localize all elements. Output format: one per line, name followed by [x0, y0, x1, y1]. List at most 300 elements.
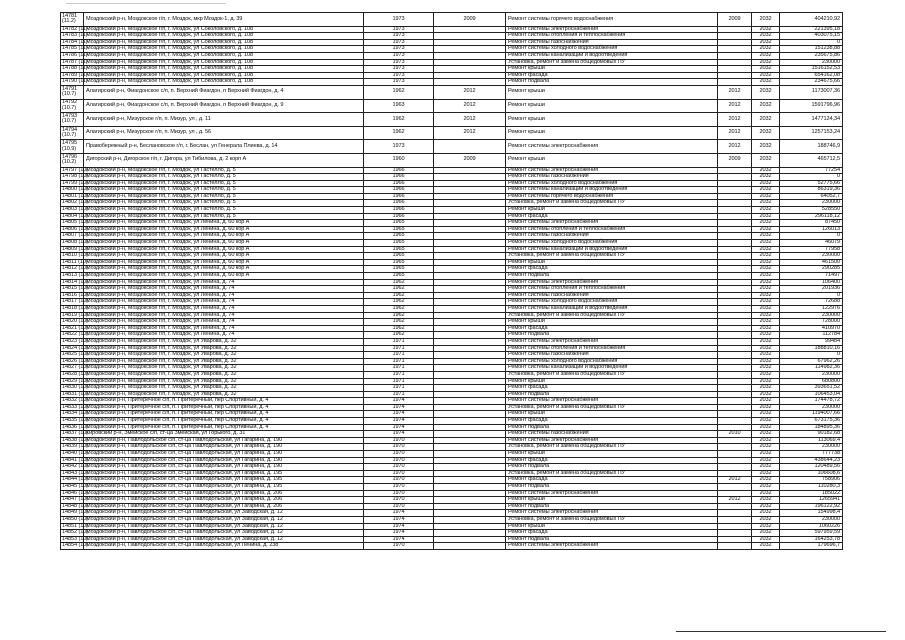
cost-cell: 188746,9 [780, 140, 843, 154]
prior-year-cell [718, 325, 752, 332]
year-built-cell: 1971 [364, 338, 434, 345]
address-cell: Моздокский р-н, Моздокское г/п, г. Моздок, ул Ленина, д. 60 кор А [84, 273, 364, 280]
row-id-cell: 14853 (10) [62, 535, 89, 542]
planned-year-cell: 2032 [752, 233, 780, 240]
prior-year-cell [718, 352, 752, 359]
last-repair-year-cell [434, 259, 506, 266]
address-cell: Дигорский р-н, Дигорское г/п, г. Дигора, ул Тибилова, д. 2 корп А [84, 153, 364, 167]
last-repair-year-cell [434, 233, 506, 240]
work-type-cell: Ремонт системы отопления и теплоснабжения [506, 286, 718, 293]
address-cell: Моздокский р-н, Моздокское г/п, г. Моздок, ул Ленина, д. 60 кор А [84, 226, 364, 233]
work-type-cell: Ремонт крыши [506, 66, 718, 73]
row-id-cell: 14845 (10) [62, 483, 89, 489]
row-id-text: 14794 (10.7) [62, 126, 78, 139]
planned-year-cell: 2032 [752, 437, 780, 444]
cost-cell: 185022 [780, 490, 843, 497]
last-repair-year-cell: 2012 [434, 126, 506, 140]
last-repair-year-cell [434, 385, 506, 392]
work-type-cell: Ремонт подвала [506, 332, 718, 339]
address-cell: Моздокский р-н, Павлодольское с/п, ст-ца Павлодольская, ул Гагарина, д. 195 [84, 470, 364, 477]
year-built-cell: 1971 [364, 378, 434, 385]
row-id-text: 14795 (10.9) [62, 140, 78, 152]
year-built-cell: 1962 [364, 319, 434, 326]
row-id-cell: 14783 (11) [62, 32, 88, 39]
prior-year-cell [718, 378, 752, 385]
work-type-cell: Ремонт системы канализации и водоотведения [506, 365, 718, 372]
row-id-cell: 14808 (10) [62, 239, 89, 246]
work-type-cell: Ремонт фасада [506, 418, 718, 425]
cost-cell: 106453,04 [780, 391, 843, 398]
work-type-cell: Ремонт системы канализации и водоотведения [506, 187, 718, 194]
table-row [61, 140, 843, 154]
work-type-cell: Ремонт системы электроснабжения [506, 490, 718, 497]
planned-year-cell: 2032 [752, 253, 780, 260]
year-built-cell: 1973 [364, 72, 434, 79]
prior-year-cell [718, 72, 752, 79]
row-id-cell: 14828 (10) [62, 370, 89, 377]
address-cell: Моздокский р-н, Притеречное с/п, п. Притеречный, пер Спортивный, д. 4 [84, 398, 364, 405]
work-type-cell: Ремонт системы канализации и водоотведения [506, 246, 718, 253]
work-type-cell: Ремонт системы электроснабжения [506, 543, 718, 550]
year-built-cell: 1974 [364, 523, 434, 530]
work-type-cell: Ремонт системы отопления и теплоснабжения [506, 226, 718, 233]
planned-year-cell: 2032 [752, 477, 780, 484]
work-type-cell: Установка, ремонт и замена общедомовых ПУ [506, 444, 718, 451]
cost-cell: 72688 [780, 299, 843, 306]
last-repair-year-cell [434, 477, 506, 484]
work-type-cell: Ремонт системы холодного водоснабжения [506, 180, 718, 187]
work-type-cell: Установка, ремонт и замена общедомовых ПУ [506, 253, 718, 260]
prior-year-cell [718, 464, 752, 471]
work-type-cell: Ремонт подвала [506, 79, 718, 86]
row-id-cell: 14812 (10) [62, 265, 89, 272]
row-id-cell [61, 85, 84, 99]
cost-cell: 77254 [780, 167, 843, 174]
last-repair-year-cell [434, 273, 506, 280]
address-cell: Моздокский р-н, Моздокское г/п, г. Моздок, ул Соколовского, д. 108 [84, 79, 364, 86]
address-cell: Моздокский р-н, Моздокское г/п, г. Моздок, ул Гастелло, д. 5 [84, 167, 364, 174]
last-repair-year-cell [434, 365, 506, 372]
row-id-cell: 14836 (10) [62, 423, 89, 430]
address-cell: Моздокский р-н, Моздокское г/п, г. Моздок, ул Соколовского, д. 108 [84, 52, 364, 59]
cost-cell: 120489,56 [780, 464, 843, 471]
planned-year-cell: 2032 [752, 391, 780, 398]
work-type-cell: Ремонт фасада [506, 266, 718, 273]
year-built-cell: 1973 [364, 26, 434, 33]
cost-cell: 184895,36 [780, 424, 843, 431]
address-cell: Моздокский р-н, Моздокское г/п, г. Моздок, ул Ленина, д. 74 [84, 286, 364, 293]
work-type-cell: Ремонт фасада [506, 530, 718, 537]
last-repair-year-cell [434, 530, 506, 537]
last-repair-year-cell [434, 207, 506, 214]
planned-year-cell: 2032 [752, 126, 780, 140]
address-cell: Алагирский р-н, Фиагдонское с/п, п. Верхний Фиагдон, п Верхний Фиагдон, д. 4 [84, 85, 364, 99]
table-row [61, 79, 843, 86]
planned-year-cell: 2032 [752, 385, 780, 392]
last-repair-year-cell [434, 33, 506, 40]
last-repair-year-cell: 2009 [434, 153, 506, 167]
repair-program-table [60, 12, 843, 550]
planned-year-cell: 2032 [752, 180, 780, 187]
address-cell: Моздокский р-н, Павлодольское с/п, ст-ца Павлодольская, ул Гагарина, д. 190 [84, 437, 364, 444]
year-built-cell: 1971 [364, 365, 434, 372]
planned-year-cell: 2032 [752, 332, 780, 339]
address-cell: Правобережный р-н, Беслановское г/п, г. Беслан, ул Генерала Плиева, д. 14 [84, 140, 364, 154]
row-id-cell: 14816 (10) [62, 291, 89, 298]
address-cell: Моздокский р-н, Моздокское г/п, г. Моздок, ул Ленина, д. 60 кор А [84, 220, 364, 227]
address-cell: Моздокский р-н, Моздокское г/п, г. Моздок, ул Соколовского, д. 108 [84, 46, 364, 53]
address-cell: Моздокский р-н, Моздокское г/п, г. Моздок, ул Соколовского, д. 108 [84, 72, 364, 79]
year-built-cell: 1970 [364, 497, 434, 504]
last-repair-year-cell [434, 510, 506, 517]
cost-cell: 1477124,34 [780, 113, 843, 127]
prior-year-cell [718, 226, 752, 233]
row-id-cell: 14821 (10) [62, 324, 89, 331]
work-type-cell: Ремонт крыши [506, 497, 718, 504]
year-built-cell: 1970 [364, 451, 434, 458]
last-repair-year-cell [434, 378, 506, 385]
year-built-cell: 1973 [364, 66, 434, 73]
cost-cell: 52775,66 [780, 180, 843, 187]
year-built-cell: 1973 [364, 33, 434, 40]
row-id-cell: 14826 (10) [62, 357, 89, 364]
last-repair-year-cell [434, 543, 506, 550]
work-type-cell: Ремонт системы электроснабжения [506, 26, 718, 33]
address-cell: Моздокский р-н, Моздокское г/п, г. Моздок, ул Ленина, д. 74 [84, 312, 364, 319]
cost-cell: 230000 [780, 59, 843, 66]
planned-year-cell: 2032 [752, 66, 780, 73]
address-cell: Моздокский р-н, Моздокское г/п, г. Моздок, ул Уварова, д. 32 [84, 365, 364, 372]
address-cell: Моздокский р-н, Моздокское г/п, г. Моздок, ул Уварова, д. 32 [84, 371, 364, 378]
work-type-cell: Ремонт крыши [506, 99, 718, 113]
year-built-cell: 1970 [364, 490, 434, 497]
planned-year-cell: 2032 [752, 371, 780, 378]
cost-cell: 114982,36 [780, 365, 843, 372]
address-cell: Моздокский р-н, Моздокское г/п, г. Моздок, ул Уварова, д. 32 [84, 385, 364, 392]
last-repair-year-cell [434, 451, 506, 458]
planned-year-cell: 2032 [752, 365, 780, 372]
prior-year-cell [718, 484, 752, 491]
row-id-cell: 14805 (10) [62, 219, 89, 226]
work-type-cell: Ремонт подвала [506, 464, 718, 471]
row-id-cell: 14807 (10) [62, 232, 89, 239]
planned-year-cell: 2032 [752, 193, 780, 200]
planned-year-cell: 2032 [752, 523, 780, 530]
last-repair-year-cell [434, 240, 506, 247]
cost-cell: 528550 [780, 207, 843, 214]
year-built-cell: 1974 [364, 418, 434, 425]
planned-year-cell: 2032 [752, 167, 780, 174]
cost-cell: 1265941 [780, 497, 843, 504]
planned-year-cell: 2032 [752, 113, 780, 127]
work-type-cell: Установка, ремонт и замена общедомовых ПУ [506, 470, 718, 477]
address-cell: Моздокский р-н, Павлодольское с/п, ст-ца Павлодольская, ул Заводская, д. 12 [84, 530, 364, 537]
cost-cell: 126013 [780, 226, 843, 233]
planned-year-cell: 2032 [752, 378, 780, 385]
row-id-cell [61, 113, 84, 127]
last-repair-year-cell [434, 266, 506, 273]
prior-year-cell [718, 167, 752, 174]
last-repair-year-cell [434, 332, 506, 339]
planned-year-cell: 2032 [752, 273, 780, 280]
row-id-text: 14793 (10.7) [62, 113, 78, 125]
planned-year-cell: 2032 [752, 207, 780, 214]
row-id-cell: 14823 (10) [62, 337, 89, 344]
planned-year-cell: 2032 [752, 398, 780, 405]
last-repair-year-cell [434, 66, 506, 73]
row-id-cell: 14789 (11) [62, 71, 88, 78]
row-id-cell: 14852 (10) [62, 529, 89, 536]
last-repair-year-cell [434, 305, 506, 312]
row-id-cell: 14825 (10) [62, 351, 89, 358]
table-body [61, 13, 843, 550]
cost-cell: 87450 [780, 220, 843, 227]
row-id-cell [61, 99, 84, 113]
row-id-cell: 14834 (10) [62, 410, 89, 417]
year-built-cell: 1970 [364, 457, 434, 464]
cost-cell: 461500 [780, 259, 843, 266]
last-repair-year-cell [434, 464, 506, 471]
work-type-cell: Ремонт системы электроснабжения [506, 140, 718, 154]
address-cell: Моздокский р-н, Моздокское г/п, г. Моздок, ул Соколовского, д. 108 [84, 26, 364, 33]
planned-year-cell: 2032 [752, 444, 780, 451]
planned-year-cell: 2032 [752, 46, 780, 53]
prior-year-cell [718, 404, 752, 411]
cost-cell: 393651,52 [780, 385, 843, 392]
cost-cell: 673175,36 [780, 418, 843, 425]
year-built-cell: 1965 [364, 259, 434, 266]
cost-cell: 46079 [780, 240, 843, 247]
address-cell: Моздокский р-н, Моздокское г/п, г. Моздок, ул Уварова, д. 32 [84, 358, 364, 365]
year-built-cell: 1962 [364, 126, 434, 140]
table-row [61, 113, 843, 127]
year-built-cell: 1970 [364, 543, 434, 550]
table-row [61, 371, 843, 378]
cost-cell: 404210,92 [780, 13, 843, 27]
last-repair-year-cell [434, 418, 506, 425]
last-repair-year-cell [434, 325, 506, 332]
address-cell: Моздокский р-н, Моздокское г/п, г. Моздок, ул Ленина, д. 60 кор А [84, 240, 364, 247]
work-type-cell: Ремонт системы канализации и водоотведения [506, 52, 718, 59]
last-repair-year-cell [434, 292, 506, 299]
cost-cell: 410970 [780, 325, 843, 332]
work-type-cell: Ремонт подвала [506, 273, 718, 280]
row-id-cell: 14824 (10) [62, 344, 89, 351]
cost-cell: 151238,88 [780, 46, 843, 53]
last-repair-year-cell [434, 352, 506, 359]
prior-year-cell [718, 207, 752, 214]
last-repair-year-cell [434, 437, 506, 444]
planned-year-cell: 2032 [752, 13, 780, 27]
prior-year-cell [718, 536, 752, 543]
work-type-cell: Установка, ремонт и замена общедомовых ПУ [506, 200, 718, 207]
cost-cell: 1257153,24 [780, 126, 843, 140]
prior-year-cell: 2012 [718, 140, 752, 154]
prior-year-cell [718, 312, 752, 319]
prior-year-cell [718, 305, 752, 312]
address-cell: Кировский р-н, Змейское с/п, ст-ца Змейская, ул Горького, д. 31 [84, 431, 364, 438]
prior-year-cell: 2009 [718, 13, 752, 27]
address-cell: Моздокский р-н, Моздокское г/п, г. Моздок, ул Гастелло, д. 5 [84, 174, 364, 181]
row-id-cell: 14786 (11) [62, 51, 88, 58]
work-type-cell: Ремонт системы холодного водоснабжения [506, 358, 718, 365]
address-cell: Моздокский р-н, Моздокское г/п, г. Моздок, ул Ленина, д. 74 [84, 299, 364, 306]
planned-year-cell: 2032 [752, 358, 780, 365]
row-id-cell: 14842 (10) [62, 463, 89, 470]
cost-cell: 1591796,96 [780, 99, 843, 113]
last-repair-year-cell [434, 470, 506, 477]
prior-year-cell [718, 332, 752, 339]
prior-year-cell [718, 299, 752, 306]
cost-cell: 112784 [780, 332, 843, 339]
last-repair-year-cell [434, 457, 506, 464]
work-type-cell: Ремонт системы холодного водоснабжения [506, 240, 718, 247]
row-id-cell: 14799 (10) [62, 179, 89, 186]
address-cell: Моздокский р-н, Павлодольское с/п, ст-ца Павлодольская, ул Заводская, д. 12 [84, 516, 364, 523]
signature-line [676, 631, 886, 632]
cost-cell: 164253,78 [780, 536, 843, 543]
row-id-cell: 14838 (10) [62, 436, 89, 443]
prior-year-cell [718, 220, 752, 227]
prior-year-cell [718, 253, 752, 260]
last-repair-year-cell [434, 59, 506, 66]
planned-year-cell: 2032 [752, 279, 780, 286]
year-built-cell: 1973 [364, 46, 434, 53]
cost-cell: 86319,36 [780, 187, 843, 194]
cost-cell: 230000 [780, 444, 843, 451]
work-type-cell: Ремонт системы газоснабжения [506, 39, 718, 46]
cost-cell: 174478,72 [780, 398, 843, 405]
cost-cell: 1516152,53 [780, 66, 843, 73]
last-repair-year-cell [434, 312, 506, 319]
last-repair-year-cell: 2012 [434, 85, 506, 99]
cost-cell: 758906 [780, 477, 843, 484]
planned-year-cell: 2032 [752, 431, 780, 438]
year-built-cell: 1974 [364, 516, 434, 523]
last-repair-year-cell [434, 52, 506, 59]
year-built-cell: 1974 [364, 424, 434, 431]
row-id-cell [61, 126, 84, 140]
cost-cell: 122976 [780, 305, 843, 312]
year-built-cell: 1966 [364, 207, 434, 214]
address-cell: Моздокский р-н, Моздокское г/п, г. Моздок, ул Гастелло, д. 5 [84, 180, 364, 187]
cost-cell: 90182,68 [780, 431, 843, 438]
work-type-cell: Ремонт подвала [506, 536, 718, 543]
address-cell: Моздокский р-н, Моздокское г/п, г. Моздок, ул Ленина, д. 74 [84, 332, 364, 339]
table-row [61, 99, 843, 113]
cost-cell: 71497 [780, 273, 843, 280]
scan-artifact-line [66, 3, 226, 4]
cost-cell: 230000 [780, 200, 843, 207]
planned-year-cell: 2032 [752, 418, 780, 425]
last-repair-year-cell [434, 411, 506, 418]
year-built-cell: 1962 [364, 292, 434, 299]
year-built-cell: 1966 [364, 200, 434, 207]
address-cell: Моздокский р-н, Притеречное с/п, п. Притеречный, пер Спортивный, д. 4 [84, 418, 364, 425]
year-built-cell: 1974 [364, 536, 434, 543]
row-id-cell: 14784 (11) [62, 38, 88, 45]
prior-year-cell [718, 530, 752, 537]
address-cell: Моздокский р-н, Моздокское г/п, г. Моздок, мкр Моздок-1, д. 39 [84, 13, 364, 27]
prior-year-cell [718, 391, 752, 398]
work-type-cell: Ремонт крыши [506, 113, 718, 127]
last-repair-year-cell [434, 72, 506, 79]
address-cell: Моздокский р-н, Моздокское г/п, г. Моздок, ул Ленина, д. 74 [84, 305, 364, 312]
year-built-cell: 1971 [364, 358, 434, 365]
address-cell: Моздокский р-н, Павлодольское с/п, ст-ца Павлодольская, ул Гагарина, д. 206 [84, 490, 364, 497]
cost-cell: 188810,16 [780, 345, 843, 352]
prior-year-cell [718, 240, 752, 247]
cost-cell: 230000 [780, 371, 843, 378]
prior-year-cell [718, 358, 752, 365]
year-built-cell: 1974 [364, 411, 434, 418]
work-type-cell: Ремонт системы газоснабжения [506, 431, 718, 438]
address-cell: Моздокский р-н, Павлодольское с/п, ст-ца Павлодольская, ул Заводская, д. 12 [84, 536, 364, 543]
year-built-cell: 1970 [364, 503, 434, 510]
prior-year-cell [718, 437, 752, 444]
last-repair-year-cell [434, 220, 506, 227]
row-id-cell: 14846 (10) [62, 489, 89, 496]
prior-year-cell [718, 345, 752, 352]
row-id-cell: 14817 (10) [62, 298, 89, 305]
row-id-cell: 14806 (10) [62, 225, 89, 232]
cost-cell: 221395,18 [780, 26, 843, 33]
prior-year-cell [718, 180, 752, 187]
row-id-cell [61, 140, 84, 154]
address-cell: Моздокский р-н, Павлодольское с/п, ст-ца Павлодольская, ул Гагарина, д. 206 [84, 497, 364, 504]
address-cell: Моздокский р-н, Моздокское г/п, г. Моздок, ул Ленина, д. 74 [84, 279, 364, 286]
planned-year-cell: 2032 [752, 530, 780, 537]
work-type-cell: Установка, ремонт и замена общедомовых ПУ [506, 516, 718, 523]
row-id-cell: 14802 (10) [62, 199, 89, 206]
planned-year-cell: 2032 [752, 345, 780, 352]
planned-year-cell: 2032 [752, 259, 780, 266]
row-id-cell: 14803 (10) [62, 206, 89, 213]
prior-year-cell [718, 233, 752, 240]
planned-year-cell: 2032 [752, 174, 780, 181]
row-id-cell: 14844 (10) [62, 476, 89, 483]
planned-year-cell: 2032 [752, 59, 780, 66]
last-repair-year-cell [434, 226, 506, 233]
last-repair-year-cell [434, 79, 506, 86]
last-repair-year-cell [434, 484, 506, 491]
work-type-cell: Установка, ремонт и замена общедомовых ПУ [506, 312, 718, 319]
row-id-cell: 14787 (11) [62, 58, 88, 65]
cost-cell: 0 [780, 352, 843, 359]
work-type-cell: Ремонт системы холодного водоснабжения [506, 46, 718, 53]
cost-cell: 154998,4 [780, 510, 843, 517]
row-id-cell: 14847 (10) [62, 496, 89, 503]
year-built-cell: 1970 [364, 470, 434, 477]
last-repair-year-cell [434, 536, 506, 543]
work-type-cell: Ремонт крыши [506, 207, 718, 214]
year-built-cell: 1966 [364, 180, 434, 187]
last-repair-year-cell: 2012 [434, 99, 506, 113]
work-type-cell: Ремонт системы электроснабжения [506, 398, 718, 405]
year-built-cell: 1970 [364, 444, 434, 451]
year-built-cell: 1974 [364, 398, 434, 405]
last-repair-year-cell [434, 279, 506, 286]
year-built-cell: 1960 [364, 153, 434, 167]
work-type-cell: Ремонт системы газоснабжения [506, 292, 718, 299]
cost-cell: 110280,3 [780, 484, 843, 491]
last-repair-year-cell [434, 39, 506, 46]
prior-year-cell [718, 246, 752, 253]
row-id-cell: 14833 (10) [62, 403, 89, 410]
work-type-cell: Установка, ремонт и замена общедомовых ПУ [506, 371, 718, 378]
row-id-cell: 14837 (10) [62, 430, 89, 437]
work-type-cell: Ремонт фасада [506, 325, 718, 332]
